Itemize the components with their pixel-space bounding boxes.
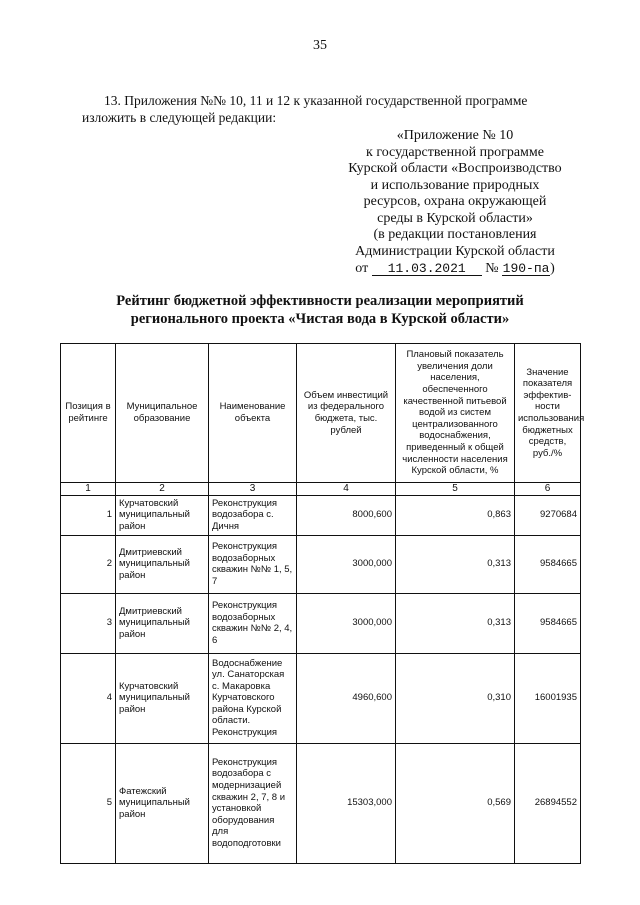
table-row [61, 495, 581, 535]
item-13-paragraph [82, 92, 602, 126]
cell-efficiency: 9584665 [515, 593, 581, 653]
header-municipality: Муниципальное образование [116, 344, 209, 483]
title-line-1: Рейтинг бюджетной эффективности реализации мероприятий [116, 293, 524, 309]
cell-municipality: Курчатовский муниципальный район [116, 653, 209, 743]
cell-object: Реконструкция водозаборных скважин №№ 1, 5, 7 [209, 535, 297, 593]
header-efficiency: Значение показателя эффектив-ности использования бюджетных средств, руб./% [515, 344, 581, 483]
appendix-line: Администрации Курской области [355, 243, 555, 259]
table-header-row [61, 344, 581, 483]
cell-object: Водоснабжение ул. Санаторская с. Макаровка Курчатовского района Курской области. Реконструкция [209, 653, 297, 743]
closing-paren: ) [550, 261, 555, 276]
cell-efficiency: 9270684 [515, 495, 581, 535]
appendix-line: к государственной программе [366, 144, 544, 160]
cell-municipality: Дмитриевский муниципальный район [116, 593, 209, 653]
header-object: Наименование объекта [209, 344, 297, 483]
column-number: 4 [297, 483, 396, 496]
cell-investment: 3000,000 [297, 593, 396, 653]
appendix-line: (в редакции постановления [373, 227, 537, 242]
cell-position: 1 [61, 495, 116, 535]
cell-investment: 3000,000 [297, 535, 396, 593]
cell-indicator: 0,863 [396, 495, 515, 535]
cell-investment: 15303,000 [297, 743, 396, 863]
appendix-line: среды в Курской области» [377, 210, 533, 226]
appendix-line: и использование природных [370, 177, 540, 193]
cell-indicator: 0,313 [396, 593, 515, 653]
cell-object: Реконструкция водозабора с. Дичня [209, 495, 297, 535]
cell-position: 3 [61, 593, 116, 653]
cell-position: 5 [61, 743, 116, 863]
cell-municipality: Фатежский муниципальный район [116, 743, 209, 863]
number-label: № [485, 261, 499, 276]
column-number: 1 [61, 483, 116, 496]
cell-efficiency: 16001935 [515, 653, 581, 743]
column-number: 2 [116, 483, 209, 496]
item-13-line-1: 13. Приложения №№ 10, 11 и 12 к указанной государственной программе [104, 93, 528, 108]
cell-object: Реконструкция водозабора с модернизацией скважин 2, 7, 8 и установкой оборудования для водоподготовки [209, 743, 297, 863]
cell-indicator: 0,313 [396, 535, 515, 593]
page-number: 35 [313, 38, 327, 53]
table-row [61, 653, 581, 743]
document-title [0, 292, 640, 328]
cell-object: Реконструкция водозаборных скважин №№ 2, 4, 6 [209, 593, 297, 653]
cell-municipality: Дмитриевский муниципальный район [116, 535, 209, 593]
column-number: 3 [209, 483, 297, 496]
header-investment: Объем инвестиций из федерального бюджета, тыс. рублей [297, 344, 396, 483]
cell-position: 2 [61, 535, 116, 593]
column-number: 6 [515, 483, 581, 496]
item-13-line-2: изложить в следующей редакции: [82, 110, 277, 125]
cell-indicator: 0,569 [396, 743, 515, 863]
header-indicator: Плановый показатель увеличения доли населения, обеспеченного качественной питьевой водой из систем централизованного водоснабжения, приведенный к общей численности населения Курской области, % [396, 344, 515, 483]
appendix-header [320, 128, 590, 278]
cell-municipality: Курчатовский муниципальный район [116, 495, 209, 535]
cell-investment: 8000,600 [297, 495, 396, 535]
resolution-reference [320, 261, 590, 278]
rating-table [60, 343, 585, 864]
column-number: 5 [396, 483, 515, 496]
column-number-row [61, 483, 581, 496]
cell-efficiency: 9584665 [515, 535, 581, 593]
cell-indicator: 0,310 [396, 653, 515, 743]
appendix-line: ресурсов, охрана окружающей [363, 194, 547, 209]
appendix-line: Курской области «Воспроизводство [348, 161, 562, 176]
cell-investment: 4960,600 [297, 653, 396, 743]
appendix-line: «Приложение № 10 [396, 128, 514, 143]
resolution-date: 11.03.2021 [372, 262, 482, 276]
cell-position: 4 [61, 653, 116, 743]
title-line-2: регионального проекта «Чистая вода в Курской области» [130, 311, 510, 327]
table-row [61, 593, 581, 653]
from-label: от [355, 261, 369, 276]
table-row [61, 535, 581, 593]
cell-efficiency: 26894552 [515, 743, 581, 863]
table-row [61, 743, 581, 863]
resolution-number: 190-па [502, 261, 550, 276]
header-position: Позиция в рейтинге [61, 344, 116, 483]
